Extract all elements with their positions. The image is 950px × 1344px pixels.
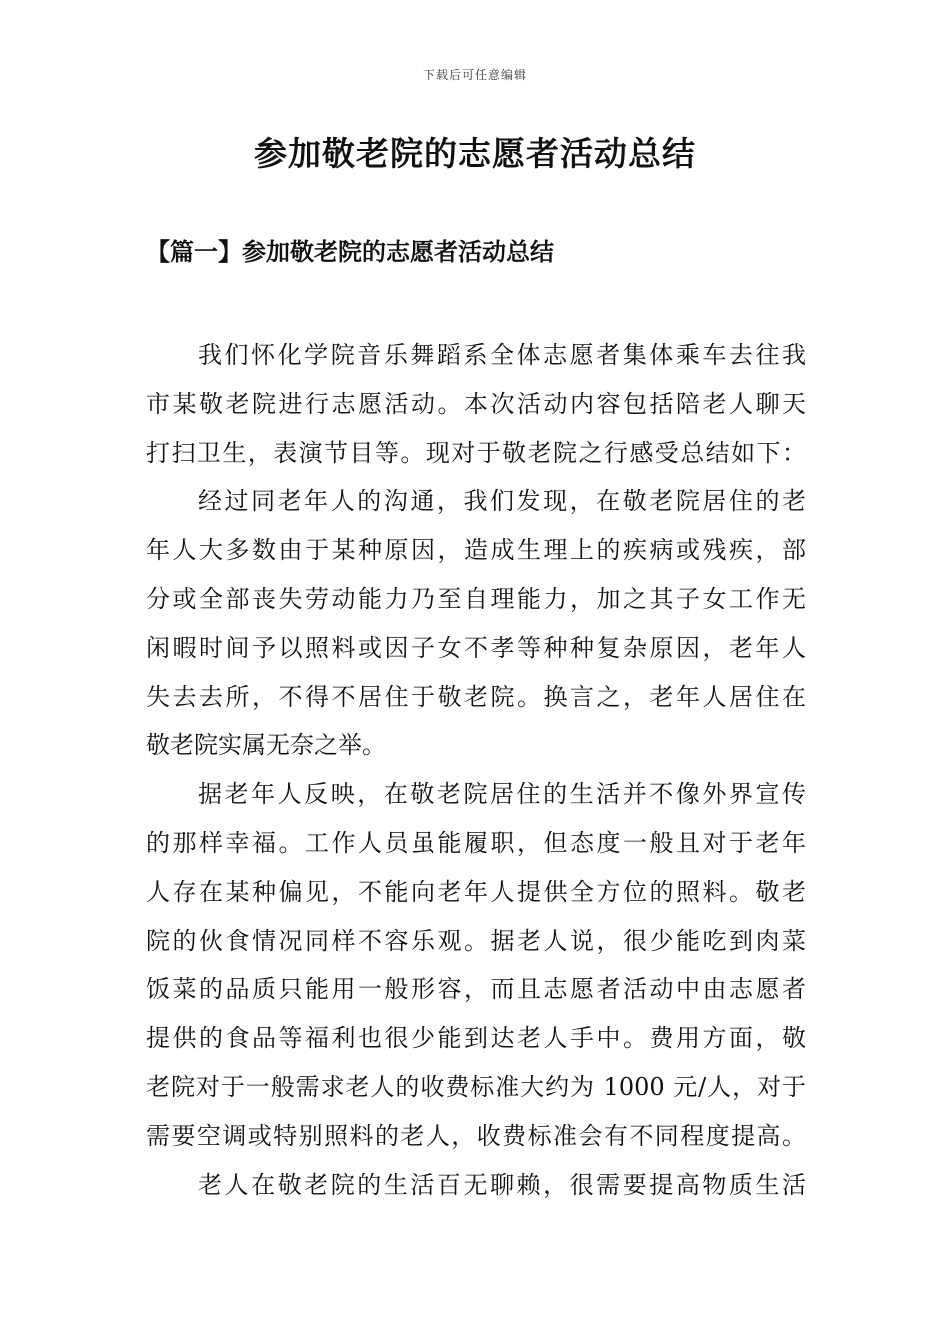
- paragraph-line: 闲暇时间予以照料或因子女不孝等种种复杂原因，老年人: [146, 633, 806, 662]
- paragraph-line: 我们怀化学院音乐舞蹈系全体志愿者集体乘车去往我: [198, 341, 806, 369]
- paragraph-line: 年人大多数由于某种原因，造成生理上的疾病或残疾，部: [146, 536, 806, 565]
- paragraph-line: 打扫卫生，表演节目等。现对于敬老院之行感受总结如下：: [146, 438, 806, 467]
- paragraph-line: 经过同老年人的沟通，我们发现，在敬老院居住的老: [198, 487, 806, 516]
- paragraph-line: 敬老院实属无奈之举。: [146, 731, 386, 760]
- paragraph-line: 据老年人反映，在敬老院居住的生活并不像外界宣传: [198, 780, 806, 809]
- paragraph-line: 提供的食品等福利也很少能到达老人手中。费用方面，敬: [146, 1024, 806, 1053]
- paragraph-line: 老院对于一般需求老人的收费标准大约为 1000 元/人，对于: [146, 1072, 806, 1101]
- paragraph-line: 需要空调或特别照料的老人，收费标准会有不同程度提高。: [146, 1121, 806, 1150]
- body-text: [146, 331, 806, 1209]
- paragraph-line: 的那样幸福。工作人员虽能履职，但态度一般且对于老年: [146, 828, 806, 857]
- paragraph-line: 人存在某种偏见，不能向老年人提供全方位的照料。敬老: [146, 877, 806, 906]
- paragraph-line: 失去去所，不得不居住于敬老院。换言之，老年人居住在: [146, 682, 806, 711]
- paragraph-line: 院的伙食情况同样不容乐观。据老人说，很少能吃到肉菜: [146, 926, 806, 955]
- paragraph-line: 老人在敬老院的生活百无聊赖，很需要提高物质生活: [198, 1170, 806, 1199]
- section-heading: 【篇一】参加敬老院的志愿者活动总结: [146, 237, 554, 266]
- header-note: 下载后可任意编辑: [422, 68, 527, 82]
- paragraph-line: 饭菜的品质只能用一般形容，而且志愿者活动中由志愿者: [146, 975, 806, 1004]
- paragraph-line: 分或全部丧失劳动能力乃至自理能力，加之其子女工作无: [146, 584, 806, 613]
- paragraph-line: 市某敬老院进行志愿活动。本次活动内容包括陪老人聊天: [146, 389, 806, 418]
- document-title: 参加敬老院的志愿者活动总结: [254, 134, 696, 173]
